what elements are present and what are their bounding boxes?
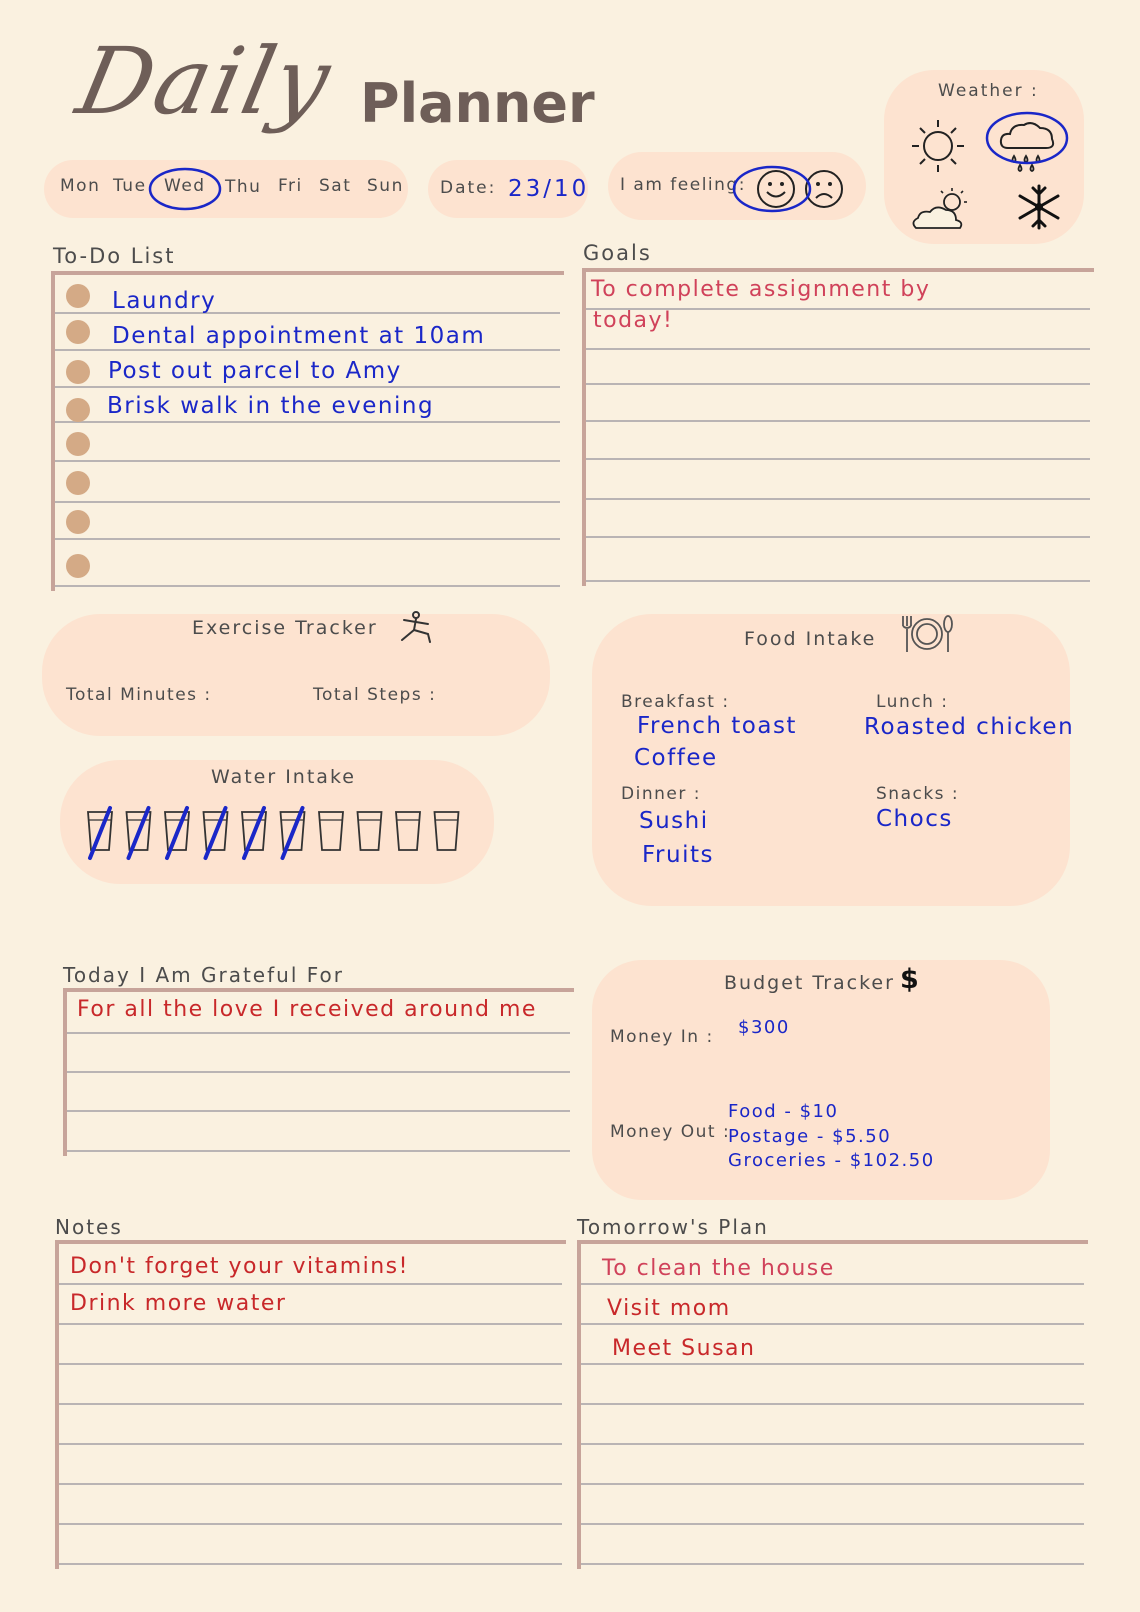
todo-bullet[interactable]: [66, 360, 90, 384]
tomorrow-line: [581, 1363, 1084, 1365]
todo-line: [55, 538, 560, 540]
water-glass-icon[interactable]: [396, 812, 420, 850]
notes-line: [59, 1363, 562, 1365]
goals-line: [586, 383, 1090, 385]
selected-weather-circle: [984, 110, 1070, 166]
water-glasses: [84, 806, 474, 864]
tomorrow-line: [581, 1443, 1084, 1445]
goals-text-line1[interactable]: To complete assignment by: [591, 277, 931, 302]
tomorrow-item[interactable]: To clean the house: [602, 1256, 835, 1281]
food-title: Food Intake: [744, 628, 877, 650]
goals-line: [586, 348, 1090, 350]
goals-line: [586, 458, 1090, 460]
money-in-label: Money In :: [610, 1027, 714, 1047]
tomorrow-line: [581, 1403, 1084, 1405]
grateful-line: [67, 1032, 570, 1034]
day-tue[interactable]: Tue: [113, 176, 147, 196]
title-script: Daily: [68, 28, 341, 135]
day-thu[interactable]: Thu: [225, 177, 262, 197]
todo-box: [51, 271, 564, 591]
notes-line: [59, 1443, 562, 1445]
partly-cloudy-icon[interactable]: [910, 186, 974, 236]
todo-bullet[interactable]: [66, 284, 90, 308]
breakfast-item[interactable]: Coffee: [634, 745, 718, 771]
dinner-item[interactable]: Fruits: [642, 842, 714, 868]
day-fri[interactable]: Fri: [278, 176, 303, 196]
todo-title: To-Do List: [53, 244, 176, 268]
todo-line: [55, 460, 560, 462]
weather-label: Weather :: [938, 81, 1039, 101]
tomorrow-item[interactable]: Meet Susan: [612, 1336, 756, 1361]
todo-item[interactable]: Laundry: [112, 288, 217, 314]
notes-title: Notes: [55, 1215, 123, 1239]
water-glass-icon[interactable]: [319, 812, 343, 850]
goals-text-line2[interactable]: today!: [593, 308, 674, 333]
grateful-line: [67, 1110, 570, 1112]
todo-line: [55, 501, 560, 503]
notes-line: [59, 1283, 562, 1285]
tomorrow-line: [581, 1483, 1084, 1485]
feeling-label: I am feeling:: [620, 175, 746, 195]
tomorrow-line: [581, 1563, 1084, 1565]
goals-line: [586, 498, 1090, 500]
dinner-label: Dinner :: [621, 784, 701, 804]
total-steps-label: Total Steps :: [313, 685, 437, 705]
tomorrow-line: [581, 1323, 1084, 1325]
todo-item[interactable]: Dental appointment at 10am: [112, 323, 486, 349]
day-sat[interactable]: Sat: [319, 176, 352, 196]
dinner-item[interactable]: Sushi: [639, 808, 709, 834]
note-item[interactable]: Don't forget your vitamins!: [70, 1254, 409, 1279]
date-value[interactable]: 23/10: [508, 176, 590, 202]
budget-title: Budget Tracker: [724, 972, 895, 994]
money-out-item[interactable]: Postage - $5.50: [728, 1126, 892, 1147]
tomorrow-line: [581, 1523, 1084, 1525]
day-mon[interactable]: Mon: [60, 176, 101, 196]
todo-item[interactable]: Brisk walk in the evening: [107, 393, 435, 419]
todo-bullet[interactable]: [66, 554, 90, 578]
plate-icon: [898, 612, 954, 654]
exercise-icon: [398, 610, 434, 644]
water-glass-icon[interactable]: [358, 812, 382, 850]
tomorrow-title: Tomorrow's Plan: [577, 1215, 769, 1239]
money-out-item[interactable]: Food - $10: [728, 1101, 839, 1122]
grateful-text[interactable]: For all the love I received around me: [77, 997, 537, 1022]
todo-bullet[interactable]: [66, 471, 90, 495]
todo-line: [55, 585, 560, 587]
money-out-item[interactable]: Groceries - $102.50: [728, 1150, 935, 1171]
selected-day-circle: [148, 166, 224, 212]
notes-line: [59, 1403, 562, 1405]
grateful-line: [67, 1150, 570, 1152]
tomorrow-item[interactable]: Visit mom: [607, 1296, 731, 1321]
money-in-value[interactable]: $300: [738, 1017, 790, 1038]
money-out-label: Money Out :: [610, 1122, 731, 1142]
snacks-item[interactable]: Chocs: [876, 806, 953, 832]
snacks-label: Snacks :: [876, 784, 960, 804]
lunch-item[interactable]: Roasted chicken: [864, 714, 1075, 740]
notes-line: [59, 1483, 562, 1485]
todo-bullet[interactable]: [66, 320, 90, 344]
grateful-line: [67, 1071, 570, 1073]
goals-title: Goals: [583, 241, 652, 265]
todo-line: [55, 421, 560, 423]
total-minutes-label: Total Minutes :: [66, 685, 212, 705]
selected-feeling-circle: [732, 164, 812, 214]
note-item[interactable]: Drink more water: [70, 1291, 287, 1316]
notes-line: [59, 1563, 562, 1565]
todo-item[interactable]: Post out parcel to Amy: [108, 358, 402, 384]
sun-icon[interactable]: [908, 116, 968, 176]
water-glass-icon[interactable]: [435, 812, 459, 850]
grateful-title: Today I Am Grateful For: [63, 963, 344, 987]
breakfast-label: Breakfast :: [621, 692, 730, 712]
lunch-label: Lunch :: [876, 692, 949, 712]
day-sun[interactable]: Sun: [367, 176, 404, 196]
todo-bullet[interactable]: [66, 432, 90, 456]
todo-bullet[interactable]: [66, 510, 90, 534]
breakfast-item[interactable]: French toast: [637, 713, 797, 739]
goals-line: [586, 536, 1090, 538]
tomorrow-line: [581, 1283, 1084, 1285]
water-title: Water Intake: [211, 766, 356, 788]
todo-bullet[interactable]: [66, 398, 90, 422]
exercise-title: Exercise Tracker: [192, 617, 378, 639]
notes-line: [59, 1523, 562, 1525]
goals-line: [586, 420, 1090, 422]
date-label: Date:: [440, 178, 497, 198]
todo-line: [55, 349, 560, 351]
notes-line: [59, 1323, 562, 1325]
day-wed[interactable]: Wed: [164, 176, 206, 196]
title-bold: Planner: [360, 72, 595, 135]
goals-line: [586, 580, 1090, 582]
snowflake-icon[interactable]: [1016, 184, 1062, 230]
dollar-icon: $: [900, 964, 919, 995]
todo-line: [55, 386, 560, 388]
